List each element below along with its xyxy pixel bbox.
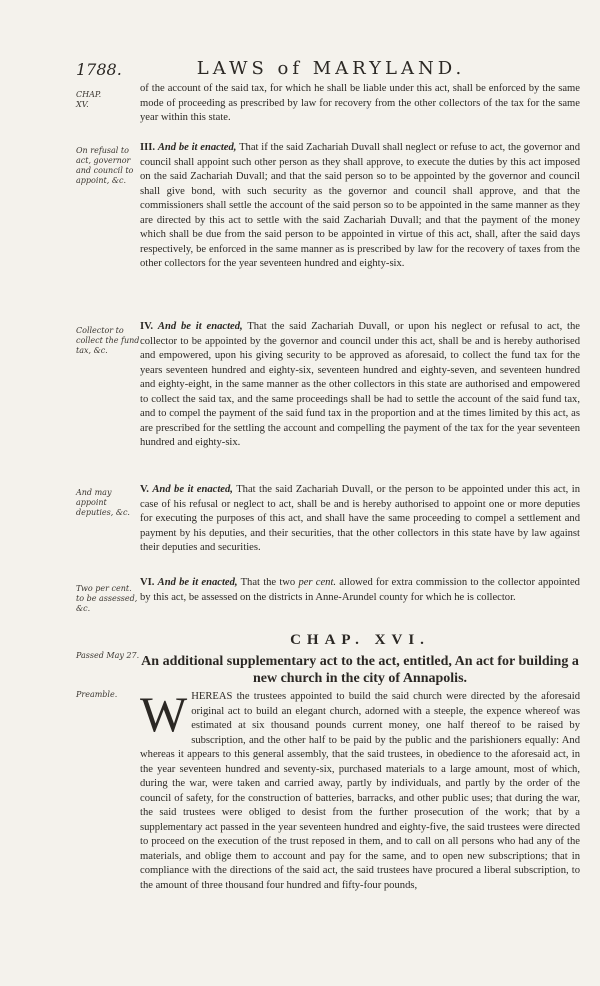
section-4 — [140, 320, 580, 451]
margin-note-passed: Passed May 27. — [76, 651, 140, 660]
section-6 — [140, 576, 580, 605]
running-title: LAWS of MARYLAND. — [196, 58, 466, 79]
continuation-paragraph — [140, 82, 580, 126]
section-5 — [140, 483, 580, 556]
section-number: III. — [140, 142, 156, 153]
section-text: That the said Zachariah Duvall, or upon his neglect or refusal to act, the collector to be appointed by the governor and council under this act, shall be and is hereby authorised and empowered, upon his giving security to be approved as aforesaid, to collect the fund tax for the years seventeen hundred and eighty-six, seventeen hundred and eighty-seven, and seventeen hundred and eighty-eight, in the same manner as the other collectors in this state are authorised and empowered to collect the said tax, and the same proceedings shall be had to settle the account of the said fund tax, and to compel the payment of the said fund tax in the proportion and at the times limited by this act, as are prescribed for the settling the account and compelling the payment of the tax for the year seventeen hundred and eighty-six. — [140, 321, 580, 448]
enacting-clause: And be it enacted, — [157, 577, 238, 588]
section-3 — [140, 141, 580, 272]
enacting-clause: And be it enacted, — [152, 484, 233, 495]
drop-cap: W — [140, 686, 188, 742]
section-number: V. — [140, 484, 149, 495]
section-number: IV. — [140, 321, 154, 332]
page-year: 1788. — [76, 60, 122, 79]
margin-note-deputies: And may appoint deputies, &c. — [76, 488, 130, 517]
margin-note-refusal: On refusal to act, governor and council to appoint, &c. — [76, 146, 134, 185]
chapter-heading: CHAP. XVI. — [290, 632, 430, 648]
preamble-text: HEREAS the trustees appointed to build the said church were directed by the aforesaid original act to build an elegant church, adorned with a steeple, the expence whereof was estimated at six thousand pounds current money, one half thereof to be raised by subscription, and the other half to be paid by the public and the parishioners equally: And whereas it appears to this general assembly, that the said trustees, in obedience to the aforesaid act, in the year seventeen hundred and seventy-six, purchased materials to a large amount, most of which, during the war, were taken and carried away, partly by individuals, and partly by the order of the council of safety, for the construction of batteries, barracks, and other public uses; that during the war, the said trustees were obliged to desist from the further prosecution of the work; that by a supplementary act passed in the year seventeen hundred and eighty-five, the said trustees were directed to proceed on the execution of the trust reposed in them, and to call on all persons who had any of the materials, and oblige them to account and pay for the same, and to open new subscriptions; that in compliance with the directions of the said act, the said trustees have procured a liberal subscription, to the amount of three thousand four hundred and fifty-four pounds, — [140, 691, 580, 891]
section-text: That the two — [240, 577, 296, 588]
margin-note-preamble: Preamble. — [76, 690, 118, 699]
page-header — [76, 58, 586, 84]
enacting-clause: And be it enacted, — [157, 142, 237, 153]
margin-note-two-per-cent: Two per cent. to be assessed, &c. — [76, 584, 138, 613]
section-number: VI. — [140, 577, 155, 588]
preamble-paragraph — [140, 686, 580, 893]
per-cent-term: per cent. — [298, 577, 337, 588]
section-text: That if the said Zachariah Duvall shall neglect or refuse to act, the governor and council shall appoint such other person as they shall approve, to execute the duties by this act imposed on the said Zachariah Duvall; and that the said person so to be appointed by the governor and council shall give bond, with such security as the governor and council shall approve, and that the commissioners shall settle the account of the said person so to be appointed in the same manner as they are directed by this act to settle with the said Zachariah Duvall; and that the payment of the money which shall be due from the said person to be appointed in virtue of this act, shall, after the said days respectively, be enforced in the same manner as is prescribed by law for the recovery of taxes from the other collectors for the year seventeen hundred and eighty-six. — [140, 142, 580, 269]
act-title: An additional supplementary act to the act, entitled, An act for building a new church in the city of Annapolis. — [141, 654, 579, 686]
section-text: That the said Zachariah Duvall, or the person to be appointed under this act, in case of his refusal or neglect to act, shall be and is hereby authorised to appoint one or more deputies for executing the purposes of this act, and shall have the same proceeding to compel a settlement and payment by his deputies, and their securities, that the other collectors in this state have by law against their deputies and securities. — [140, 484, 580, 553]
margin-note-chap-xv: CHAP. XV. — [76, 90, 102, 109]
section-text-continued: allowed for extra commission to the collector appointed by this act, be assessed on the districts in Anne-Arundel county for which he is collector. — [140, 577, 580, 603]
continuation-text: of the account of the said tax, for which he shall be liable under this act, shall be enforced by the same mode of proceeding as prescribed by law for recovery from the other collectors of the tax for the same year within this state. — [140, 83, 580, 123]
margin-note-collector: Collector to collect the fund tax, &c. — [76, 326, 140, 355]
enacting-clause: And be it enacted, — [157, 321, 243, 332]
